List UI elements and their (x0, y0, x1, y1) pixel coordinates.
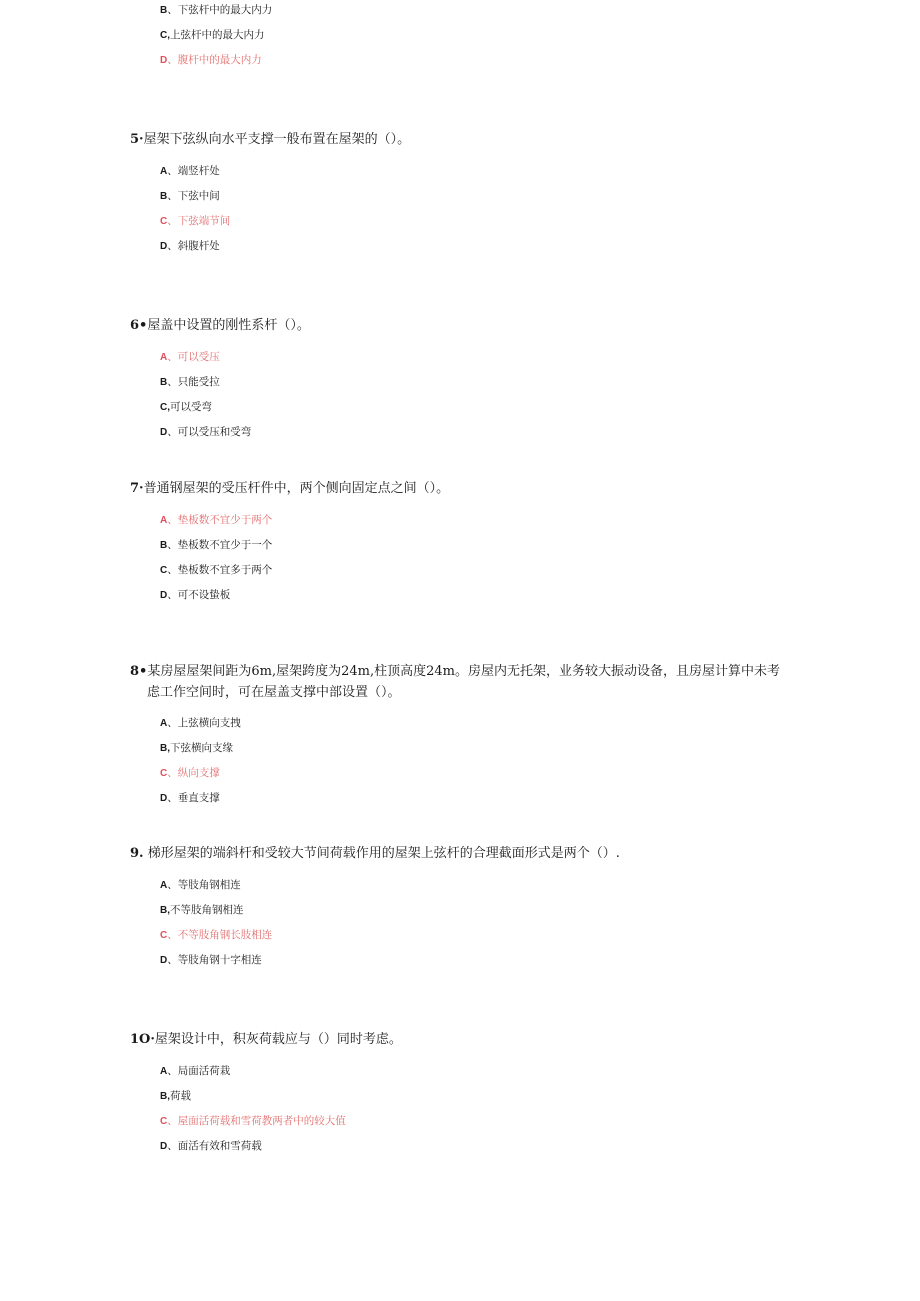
option-q9-a: A、等肢角钢相连 (160, 879, 241, 891)
option-q7-b: B、垫板数不宜少于一个 (160, 539, 273, 551)
option-q8-d: D、垂直支撑 (160, 792, 220, 804)
option-q5-c-answer: C、下弦端节间 (160, 215, 231, 227)
option-q4-c: C,上弦杆中的最大内力 (160, 29, 265, 41)
question-6: 6•屋盖中设置的刚性系杆（）。 (130, 318, 310, 333)
option-q10-a: A、局面活荷栽 (160, 1065, 231, 1077)
option-q6-a-answer: A、可以受压 (160, 351, 220, 363)
option-q4-b: B、下弦杆中的最大内力 (160, 4, 273, 16)
question-8: 8•某房屋屋架间距为6m,屋架跨度为24m,柱顶高度24m。房屋内无托架，业务较大振动设备，且房屋计算中未考 虑工作空间时，可在屋盖支撑中部设置（）。 (130, 664, 780, 700)
option-q9-b: B,不等肢角钢相连 (160, 904, 244, 916)
option-q10-d: D、面活有效和雪荷载 (160, 1140, 262, 1152)
option-q9-c-answer: C、不等肢角钢长肢相连 (160, 929, 273, 941)
question-10: 1O·屋架设计中，积灰荷载应与（）同时考虑。 (130, 1032, 402, 1047)
question-5: 5·屋架下弦纵向水平支撑一般布置在屋架的（）。 (130, 132, 411, 147)
option-q5-d: D、斜腹杆处 (160, 240, 220, 252)
option-q6-d: D、可以受压和受弯 (160, 426, 252, 438)
option-q4-d-answer: D、腹杆中的最大内力 (160, 54, 262, 66)
question-9: 9. 梯形屋架的端斜杆和受较大节间荷载作用的屋架上弦杆的合理截面形式是两个（）. (130, 846, 620, 861)
option-q8-b: B,下弦横向支缘 (160, 742, 233, 754)
option-q8-a: A、上弦横向支拽 (160, 717, 241, 729)
option-q7-c: C、垫板数不宜多于两个 (160, 564, 273, 576)
option-q5-b: B、下弦中间 (160, 190, 220, 202)
option-q7-a-answer: A、垫板数不宜少于两个 (160, 514, 273, 526)
option-q7-d: D、可不设蛰板 (160, 589, 231, 601)
option-q9-d: D、等肢角钢十字相连 (160, 954, 262, 966)
option-q8-c-answer: C、纵向支撑 (160, 767, 220, 779)
option-q5-a: A、端竖杆处 (160, 165, 220, 177)
option-q6-c: C,可以受弯 (160, 401, 212, 413)
option-q6-b: B、只能受拉 (160, 376, 220, 388)
option-q10-b: B,荷载 (160, 1090, 191, 1102)
option-q10-c-answer: C、屋面活荷载和雪荷教两者中的较大值 (160, 1115, 346, 1127)
question-7: 7·普通钢屋架的受压杆件中，两个侧向固定点之间（）。 (130, 481, 450, 496)
